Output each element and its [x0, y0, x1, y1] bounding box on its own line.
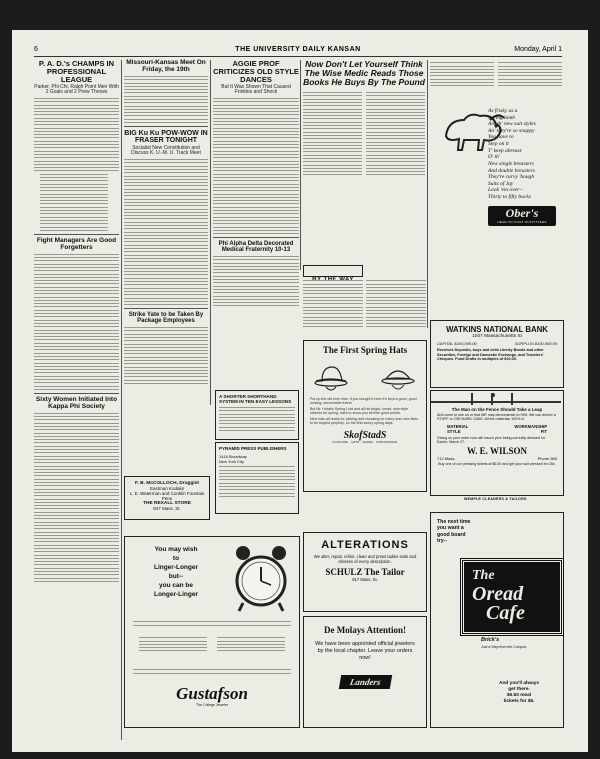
issue-date: Monday, April 1 — [514, 46, 562, 53]
obers-ad: As frisky as a Spring lamb Are th' new suit styles An' they're so snappy You have to Step on it T' keep abreast O' th' New single breasters And double breasters They're curvy 'bough Suits of Jay Look 'em over-- Thirty to fifty bucks Ober's HEAD-TO-FOOT OUTFITTERS — [430, 106, 562, 316]
by-the-way-body — [303, 278, 363, 336]
skofstads-logo: SkofStadS CLOTHING · HATS · SHOES · FURNISHINGS — [332, 430, 398, 445]
article-body — [34, 413, 119, 582]
fence-illustration — [431, 391, 561, 407]
article-subhead: Parker, Phi Chi, Ralph Point Men With 2 Goals and 2 Prew Throws — [34, 83, 119, 96]
standings-table — [40, 174, 108, 231]
article-subhead: But It Was Shown That Caused Frinkles and Shock — [221, 83, 291, 96]
article-headline: AGGIE PROF CRITICIZES OLD STYLE DANCES — [213, 59, 299, 84]
column-2 — [124, 60, 208, 390]
spring-hats-ad: The First Spring Hats Put up the old time time. If you bought it here it's kept a good, good looking, serviceable friend. But Mr. Hotatio Spring Lidd and all his bright, smart, new style robbots for spring, want to show you all their good points. New hats all ready for picking and choosing for every man who likes to be topped properly, on the first sunny spring days. SkofStadS CLOTHING · HATS · SHOES · FURNISHINGS — [303, 340, 427, 492]
article-headline: Strike Yate to be Taken By Package Employees — [128, 312, 204, 325]
oread-cafe-ad: The next time you want a good board try-- The Oread Cafe Brick's Just a Step from the Campus And you'll always get there. $5.50 meal tickets for $5. — [430, 512, 564, 728]
column-1 — [34, 60, 119, 744]
article-body — [34, 98, 119, 172]
cleaners-strip: WEMPLE CLEANERS & TAILORS — [464, 497, 527, 501]
watkins-bank-ad: WATKINS NATIONAL BANK 1047 Massachusetts St CAPITAL $100,000.00 SURPLUS $100,000.00 Receives Deposits, buys and sells Liberty Bonds and other Securities, Foreign and Domestic Exchange, and Travelers' Cheques. Fund Drafts in multiples of $10.00. — [430, 320, 564, 388]
feature-headline: Now Don't Let Yourself Think The Wise Medic Reads Those Books He Buys By The Pound — [303, 59, 425, 87]
wilson-tailor-ad: The Man on the Fence Should Take a Leap And come to see us or that WE may demonstrate to HIM. We can deliver a STUFF or ORCHARD CAKE. All the materials 100% in MATERIAL WORKMANSHIP STYLE FIT Giving us your order now will insure your being correctly dressed for Easter, March 27. W. E. WILSON 712 Mass. Phone 565 Buy one of our pressing tickets at $5.00 and get your suit pressed for 25c. — [430, 390, 564, 496]
article-headline: P. A. D.'s CHAMPS IN PROFESSIONAL LEAGUE — [38, 59, 115, 84]
article-headline: Fight Managers Are Good Forgetters — [36, 236, 117, 251]
shorthand-ad: A SHORTER SHORTHAND SYSTEM IN TEN EASY LESSONS — [215, 390, 299, 440]
hats-illustration — [310, 357, 420, 395]
article-subhead: Socialist New Constitution and Discuss K. U.-M. U. Track Meet — [131, 144, 201, 157]
article-headline: Phi Alpha Delta Decorated Medical Fraternity 10-13 — [218, 241, 294, 254]
landers-logo: Landers — [304, 670, 426, 689]
side-article — [366, 278, 426, 336]
newspaper-sheet — [12, 30, 588, 752]
ad-poem: As frisky as a Spring lamb Are th' new suit styles An' they're so snappy You have to Step on it T' keep abreast O' th' — [488, 108, 536, 161]
alterations-ad: ALTERATIONS We alter, repair, reline, clean and press ladies suits and dresses of every description. SCHULZ The Tailor 917 Mass. St. — [303, 532, 427, 612]
article-body — [34, 254, 119, 390]
classified-ads — [430, 60, 562, 100]
newspaper-title: THE UNIVERSITY DAILY KANSAN — [235, 46, 361, 53]
feature-article — [303, 60, 425, 270]
de-molays-ad: De Molays Attention! We have been appointed official jewelers by the local chapter. Leave your orders now! Landers — [303, 616, 427, 728]
pyramid-press-ad: PYRAMID PRESS PUBLISHERS 1416 Broadway New York City — [215, 442, 299, 514]
article-body — [213, 98, 299, 234]
article-body — [213, 256, 299, 306]
article-headline: Missouri-Kansas Meet On Friday, the 19th — [126, 59, 206, 73]
gustafson-ad: You may wish to Linger-Longer but-- you can be Longer-Linger Gustafson The College Jeweler — [124, 536, 300, 728]
page-number: 6 — [34, 46, 38, 53]
article-headline: BIG Ku Ku POW-WOW IN FRASER TONIGHT — [124, 130, 208, 145]
mccolloch-ad: F. B. McCOLLOCH, Druggist Eastman Kodaks L. E. Waterman and Conklin Fountain Pens THE REXALL STORE 847 Mass. St. — [124, 476, 210, 520]
column-3 — [213, 60, 299, 390]
article-body — [124, 159, 208, 305]
alarm-clock-illustration — [229, 543, 293, 613]
by-the-way-box — [303, 265, 363, 277]
oread-cafe-logo: The Oread Cafe — [461, 559, 563, 635]
newspaper-page — [34, 44, 562, 744]
obers-logo: Ober's HEAD-TO-FOOT OUTFITTERS — [488, 206, 556, 226]
gustafson-logo: Gustafson The College Jeweler — [176, 684, 248, 707]
article-body — [124, 76, 208, 123]
masthead — [34, 44, 562, 57]
article-headline: Sixty Women Initiated Into Kappa Phi Society — [35, 395, 118, 410]
article-body — [124, 327, 208, 384]
